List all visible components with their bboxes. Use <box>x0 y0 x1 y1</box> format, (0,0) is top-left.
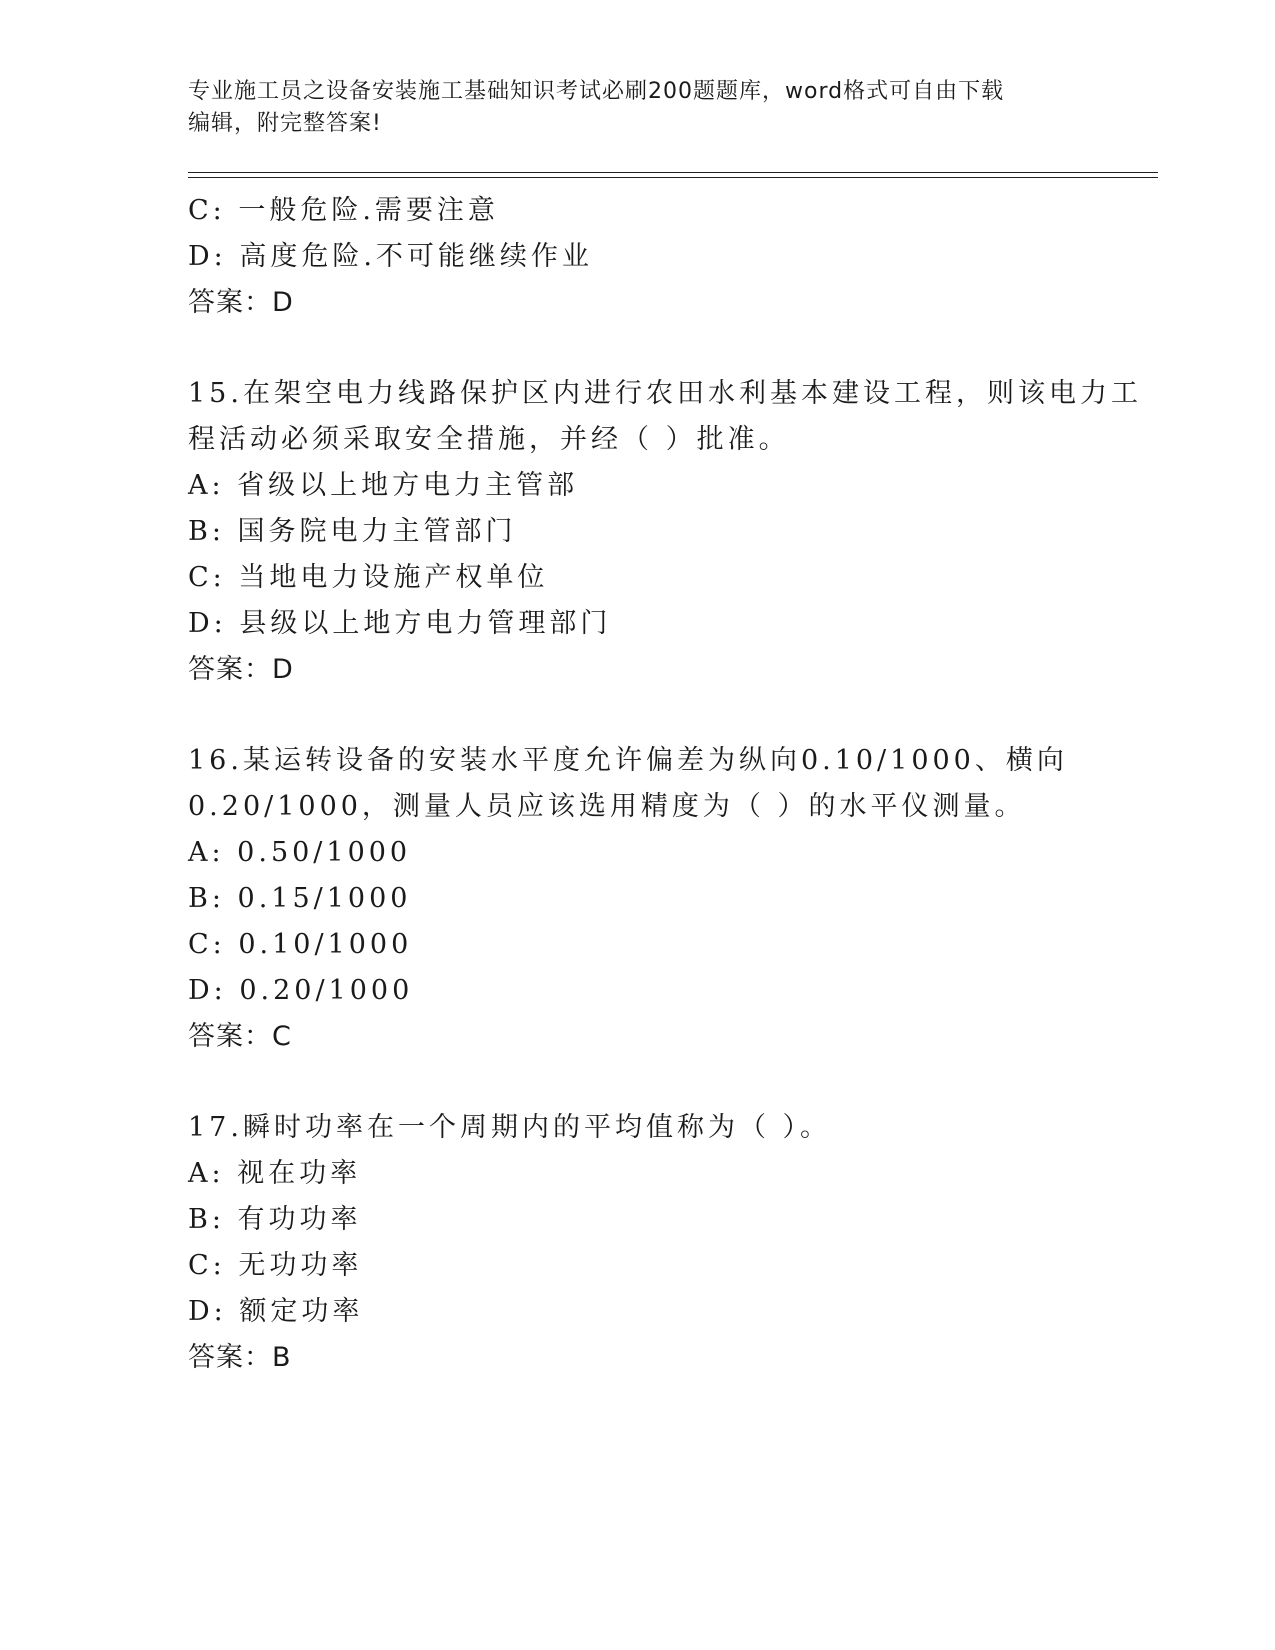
answer-line: 答案：D <box>188 654 294 685</box>
answer-line: 答案：C <box>188 1021 292 1052</box>
answer-line: 答案：D <box>188 287 294 318</box>
option-d: D: 0.20/1000 <box>188 975 414 1006</box>
option-a: A: 0.50/1000 <box>188 837 412 868</box>
option-c: C: 0.10/1000 <box>188 929 413 960</box>
header-divider-bottom <box>188 177 1158 178</box>
question-stem-line: 16.某运转设备的安装水平度允许偏差为纵向0.10/1000、横向 <box>188 745 1068 776</box>
prev-question-block <box>188 188 1158 326</box>
option-c: C: 无功功率 <box>188 1250 363 1281</box>
option-b: B: 0.15/1000 <box>188 883 412 914</box>
option-d: D: 县级以上地方电力管理部门 <box>188 608 612 639</box>
option-a: A: 省级以上地方电力主管部 <box>188 470 579 501</box>
question-stem-line: 15.在架空电力线路保护区内进行农田水利基本建设工程，则该电力工 <box>188 378 1142 409</box>
document-header <box>188 76 1088 140</box>
option-c: C: 一般危险.需要注意 <box>188 195 499 226</box>
question-17 <box>188 1105 1158 1381</box>
question-15 <box>188 371 1158 693</box>
answer-line: 答案：B <box>188 1342 292 1373</box>
question-16 <box>188 738 1158 1060</box>
option-c: C: 当地电力设施产权单位 <box>188 562 549 593</box>
option-b: B: 有功功率 <box>188 1204 362 1235</box>
option-d: D: 高度危险.不可能继续作业 <box>188 241 593 272</box>
question-list <box>188 188 1158 1381</box>
question-stem-line: 17.瞬时功率在一个周期内的平均值称为（ ）。 <box>188 1112 832 1143</box>
option-d: D: 额定功率 <box>188 1296 364 1327</box>
question-spacer <box>188 326 1158 371</box>
question-spacer <box>188 1060 1158 1105</box>
option-a: A: 视在功率 <box>188 1158 362 1189</box>
question-stem-line: 程活动必须采取安全措施，并经（ ）批准。 <box>188 424 790 455</box>
question-stem-line: 0.20/1000，测量人员应该选用精度为（ ）的水平仪测量。 <box>188 791 1026 822</box>
header-title-line-2: 编辑，附完整答案! <box>188 111 382 136</box>
header-title-line-1: 专业施工员之设备安装施工基础知识考试必刷200题题库，word格式可自由下载 <box>188 79 1005 104</box>
question-spacer <box>188 693 1158 738</box>
option-b: B: 国务院电力主管部门 <box>188 516 517 547</box>
header-divider-top <box>188 172 1158 173</box>
